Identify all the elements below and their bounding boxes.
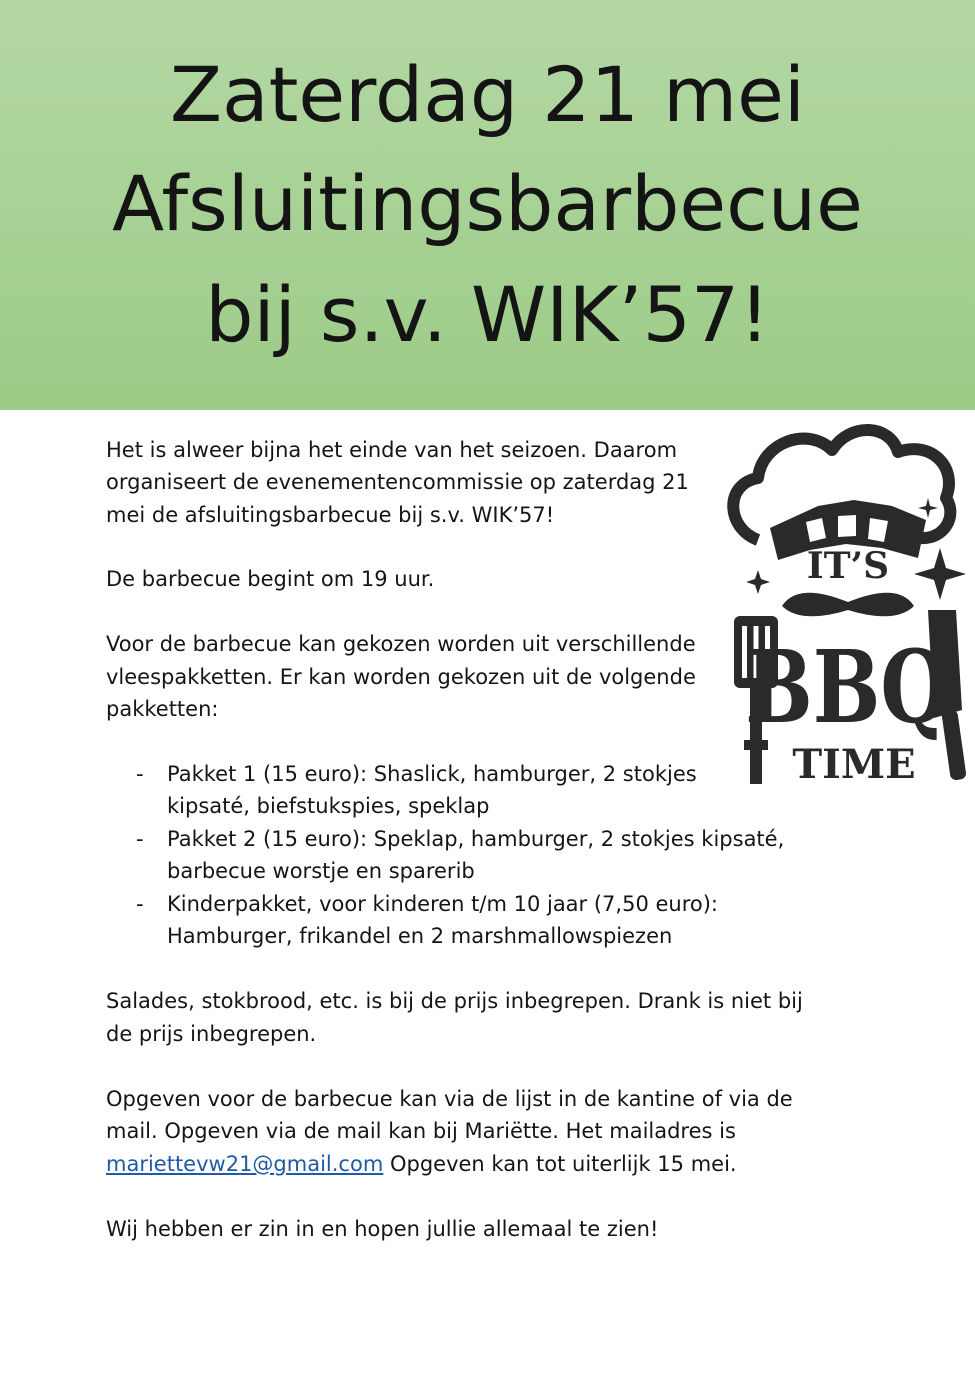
packages-intro-line-2: vleespakketten. Er kan worden gekozen uit de volgende (106, 665, 696, 689)
title-location: bij s.v. WIK’57! (205, 270, 770, 359)
included-line-2: de prijs inbegrepen. (106, 1022, 317, 1046)
signup-line-1: Opgeven voor de barbecue kan via de lijst in de kantine of via de (106, 1087, 793, 1111)
package-2-line-1: Pakket 2 (15 euro): Speklap, hamburger, 2 stokjes kipsaté, (167, 827, 785, 851)
list-bullet: - (136, 827, 144, 851)
included-line-1: Salades, stokbrood, etc. is bij de prijs inbegrepen. Drank is niet bij (106, 989, 803, 1013)
title-event: Afsluitingsbarbecue (112, 159, 863, 248)
chef-hat-bbq-icon (722, 420, 972, 788)
package-1-line-2: kipsaté, biefstukspies, speklap (167, 794, 490, 818)
header-banner (0, 0, 975, 410)
intro-line-1: Het is alweer bijna het einde van het seizoen. Daarom (106, 438, 678, 462)
signup-line-3 (106, 1148, 737, 1181)
package-kids-line-1: Kinderpakket, voor kinderen t/m 10 jaar (7,50 euro): (167, 892, 719, 916)
logo-bbq-text: BBQ (745, 629, 951, 747)
package-1-line-1: Pakket 1 (15 euro): Shaslick, hamburger, 2 stokjes (167, 762, 697, 786)
logo-its-text: IT’S (806, 545, 890, 587)
email-link[interactable]: mariettevw21@gmail.com (106, 1152, 384, 1176)
package-kids-line-2: Hamburger, frikandel en 2 marshmallowspiezen (167, 924, 673, 948)
signup-deadline-text: Opgeven kan tot uiterlijk 15 mei. (383, 1152, 737, 1176)
packages-intro-line-3: pakketten: (106, 697, 219, 721)
closing-text: Wij hebben er zin in en hopen jullie allemaal te zien! (106, 1217, 659, 1241)
start-time-text: De barbecue begint om 19 uur. (106, 567, 435, 591)
list-bullet: - (136, 762, 144, 786)
signup-line-2: mail. Opgeven via de mail kan bij Mariëtte. Het mailadres is (106, 1119, 736, 1143)
intro-line-2: organiseert de evenementencommissie op zaterdag 21 (106, 470, 689, 494)
title-date: Zaterdag 21 mei (169, 50, 806, 139)
package-2-line-2: barbecue worstje en sparerib (167, 859, 475, 883)
packages-intro-line-1: Voor de barbecue kan gekozen worden uit verschillende (106, 632, 696, 656)
logo-time-text: TIME (792, 741, 916, 788)
list-bullet: - (136, 892, 144, 916)
intro-line-3: mei de afsluitingsbarbecue bij s.v. WIK’57! (106, 503, 555, 527)
